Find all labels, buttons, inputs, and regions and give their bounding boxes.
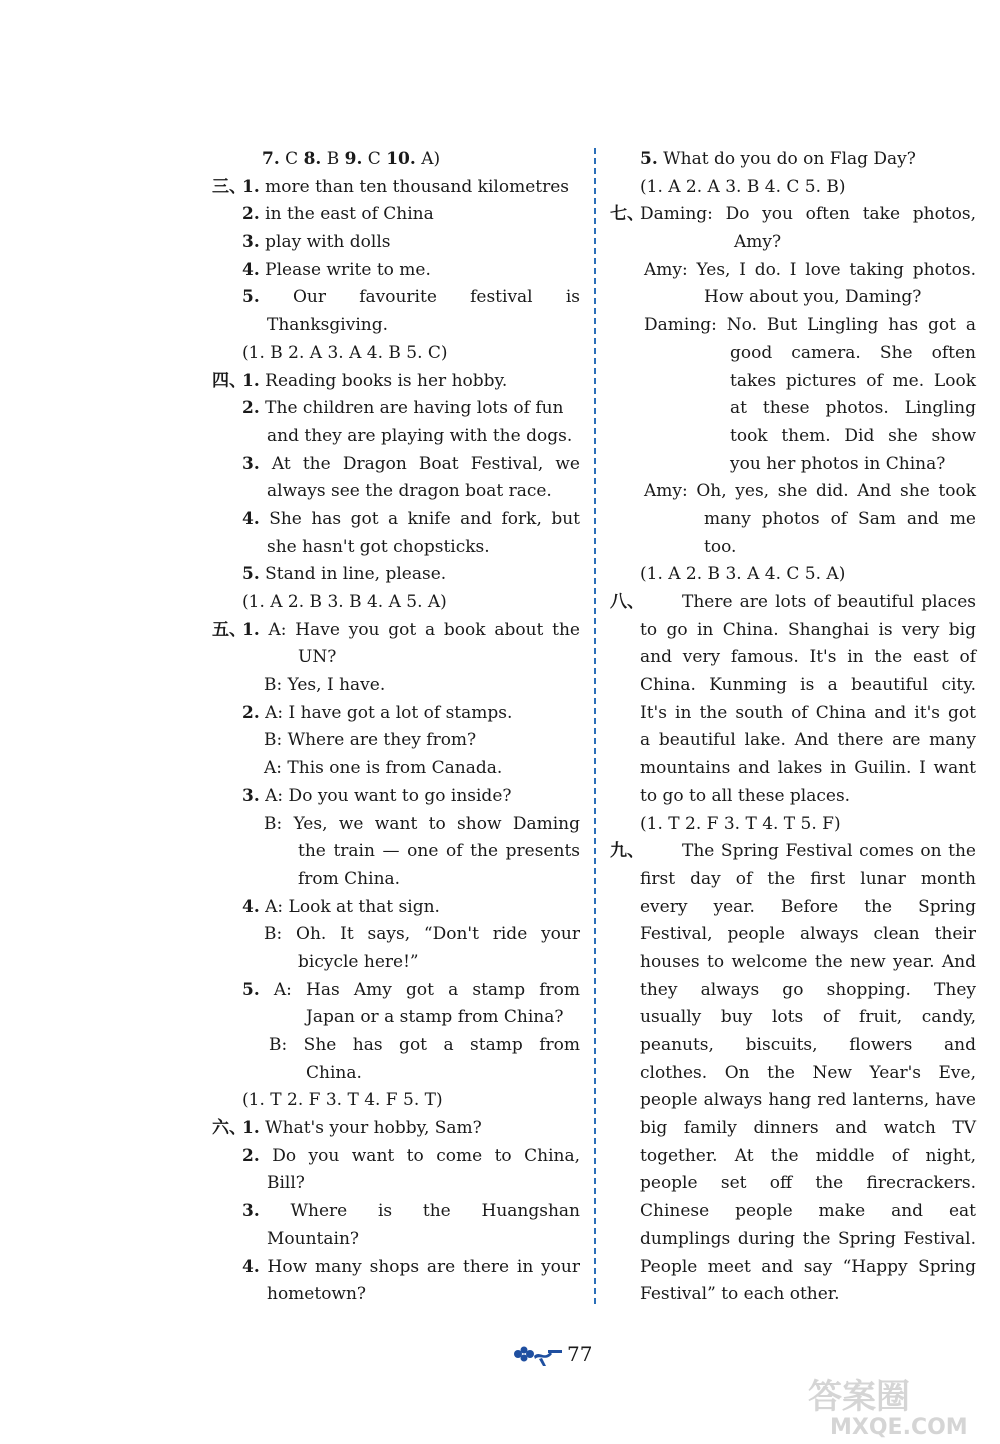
item-number: 2.	[242, 398, 260, 419]
line-text: Daming: Do you often take photos,	[640, 204, 976, 225]
line-text: Stand in line, please.	[259, 564, 447, 585]
line-text: A: Has Amy got a stamp from	[259, 979, 580, 1000]
text-line	[212, 894, 580, 922]
text-line	[610, 921, 976, 949]
text-line	[610, 284, 976, 312]
text-line	[212, 312, 580, 340]
line-text: they always go shopping. They	[640, 979, 976, 1000]
line-text: at these photos. Lingling	[730, 398, 976, 419]
line-text: People meet and say “Happy Spring	[640, 1256, 976, 1277]
text-line	[212, 1032, 580, 1060]
item-number: 5.	[242, 287, 260, 308]
text-line	[212, 727, 580, 755]
line-text: Amy: Oh, yes, she did. And she took	[644, 481, 976, 502]
line-text: A: Have you got a book about the	[259, 619, 580, 640]
item-number: 4.	[242, 896, 260, 917]
text-line	[610, 1143, 976, 1171]
line-text: B	[321, 149, 345, 169]
item-number: 5.	[242, 564, 260, 585]
line-text: Our favourite festival is	[259, 287, 580, 308]
line-text: many photos of Sam and me	[704, 508, 976, 529]
line-text: China. Kunming is a beautiful city.	[640, 675, 976, 696]
text-line	[212, 921, 580, 949]
line-text: A: I have got a lot of stamps.	[259, 702, 513, 723]
line-text: people set off the firecrackers.	[640, 1173, 976, 1194]
text-line	[212, 1087, 580, 1115]
line-text: A: Do you want to go inside?	[259, 785, 512, 806]
column-divider	[594, 148, 596, 1304]
line-text: too.	[704, 536, 737, 557]
section-marker: 六、	[212, 1118, 246, 1139]
line-text: (1. A 2. B 3. B 4. A 5. A)	[242, 592, 447, 612]
line-text: a beautiful lake. And there are many	[640, 730, 976, 751]
text-line	[212, 423, 580, 451]
line-text: B: Where are they from?	[264, 730, 477, 751]
line-text: Where is the Huangshan	[259, 1201, 580, 1222]
text-line	[610, 977, 976, 1005]
line-text: takes pictures of me. Look	[730, 370, 976, 391]
text-line	[212, 1198, 580, 1226]
page-number: 77	[567, 1342, 593, 1366]
line-text: Please write to me.	[259, 259, 431, 280]
text-line	[610, 395, 976, 423]
text-line	[610, 1004, 976, 1032]
line-text: UN?	[298, 647, 337, 668]
line-text: more than ten thousand kilometres	[259, 176, 570, 197]
text-line	[212, 589, 580, 617]
line-text: B: Yes, we want to show Daming	[264, 813, 580, 834]
line-text: (1. B 2. A 3. A 4. B 5. C)	[242, 342, 448, 363]
text-line	[212, 201, 580, 229]
item-number: 8.	[303, 149, 322, 169]
text-line	[610, 229, 976, 257]
text-line	[610, 1087, 976, 1115]
line-text: together. At the middle of night,	[640, 1145, 976, 1166]
text-line	[212, 1004, 580, 1032]
line-text: Daming: No. But Lingling has got a	[644, 315, 976, 336]
text-line	[212, 617, 580, 645]
line-text: C	[279, 149, 304, 169]
text-line	[212, 1226, 580, 1254]
item-number: 1.	[242, 370, 260, 391]
line-text: A)	[415, 149, 441, 169]
line-text: always see the dragon boat race.	[267, 481, 552, 502]
line-text: you her photos in China?	[730, 453, 946, 474]
text-line	[610, 1254, 976, 1282]
section-marker: 九、	[610, 841, 644, 862]
line-text: Mountain?	[267, 1228, 360, 1249]
line-text: It's in the south of China and it's got	[640, 702, 976, 723]
text-line	[212, 838, 580, 866]
line-text: good camera. She often	[730, 342, 976, 363]
text-line	[610, 1032, 976, 1060]
line-text: clothes. On the New Year's Eve,	[640, 1062, 976, 1083]
text-line	[610, 949, 976, 977]
text-line	[212, 146, 580, 174]
line-text: Festival” to each other.	[640, 1284, 840, 1305]
line-text: usually buy lots of fruit, candy,	[640, 1007, 976, 1028]
text-line	[610, 506, 976, 534]
line-text: mountains and lakes in Guilin. I want	[640, 758, 976, 779]
text-line	[610, 201, 976, 229]
line-text: What do you do on Flag Day?	[657, 149, 916, 169]
text-line	[610, 783, 976, 811]
line-text: A: This one is from Canada.	[264, 758, 503, 779]
item-number: 2.	[242, 204, 260, 225]
item-number: 1.	[242, 176, 260, 197]
line-text: Reading books is her hobby.	[259, 370, 508, 391]
text-line	[610, 534, 976, 562]
text-line	[610, 368, 976, 396]
text-line	[610, 1115, 976, 1143]
text-line	[212, 257, 580, 285]
text-line	[212, 1143, 580, 1171]
section-marker: 七、	[610, 204, 644, 225]
flower-ornament-icon	[508, 1344, 564, 1368]
line-text: B: She has got a stamp from	[269, 1035, 580, 1055]
line-text: took them. Did she show	[730, 425, 976, 446]
line-text: Do you want to come to China,	[259, 1145, 580, 1166]
text-line	[610, 700, 976, 728]
item-number: 4.	[242, 508, 260, 529]
line-text: How about you, Daming?	[704, 287, 922, 308]
text-line	[212, 368, 580, 396]
text-line	[610, 672, 976, 700]
line-text: Japan or a stamp from China?	[306, 1007, 564, 1028]
watermark-logo	[800, 1370, 995, 1440]
text-line	[212, 977, 580, 1005]
text-line	[212, 700, 580, 728]
item-number: 1.	[242, 619, 260, 640]
text-line	[610, 644, 976, 672]
text-line	[610, 1281, 976, 1309]
item-number: 3.	[242, 1201, 260, 1222]
line-text: the train — one of the presents	[298, 841, 580, 862]
text-line	[212, 340, 580, 368]
line-text: every year. Before the Spring	[640, 896, 976, 917]
line-text: peanuts, biscuits, flowers and	[640, 1035, 976, 1055]
item-number: 7.	[262, 149, 280, 169]
text-line	[610, 146, 976, 174]
text-line	[610, 478, 976, 506]
item-number: 3.	[242, 453, 260, 474]
text-line	[610, 589, 976, 617]
text-line	[610, 312, 976, 340]
line-text: Chinese people make and eat	[640, 1201, 976, 1222]
text-line	[610, 727, 976, 755]
line-text: At the Dragon Boat Festival, we	[259, 453, 580, 474]
line-text: Thanksgiving.	[267, 315, 388, 336]
item-number: 1.	[242, 1118, 260, 1139]
line-text: What's your hobby, Sam?	[259, 1118, 482, 1139]
item-number: 2.	[242, 1145, 260, 1166]
text-line	[610, 811, 976, 839]
line-text: She has got a knife and fork, but	[259, 508, 580, 529]
text-line	[610, 451, 976, 479]
section-marker: 八、	[610, 592, 644, 612]
text-line	[212, 174, 580, 202]
line-text: people always hang red lanterns, have	[640, 1090, 976, 1111]
line-text: Festival, people always clean their	[640, 924, 976, 945]
line-text: The Spring Festival comes on the	[682, 841, 976, 862]
text-line	[212, 949, 580, 977]
item-number: 3.	[242, 785, 260, 806]
line-text: A: Look at that sign.	[259, 896, 440, 917]
line-text: from China.	[298, 868, 401, 889]
section-marker: 三、	[212, 176, 246, 197]
line-text: first day of the first lunar month	[640, 868, 976, 889]
text-line	[212, 534, 580, 562]
text-line	[610, 1198, 976, 1226]
line-text: Amy?	[734, 232, 782, 253]
line-text: (1. T 2. F 3. T 4. T 5. F)	[640, 813, 841, 834]
text-line	[212, 451, 580, 479]
text-line	[212, 672, 580, 700]
text-line	[212, 1281, 580, 1309]
line-text: Amy: Yes, I do. I love taking photos.	[644, 259, 976, 280]
text-line	[610, 1060, 976, 1088]
item-number: 5.	[640, 149, 658, 169]
line-text: C	[362, 149, 387, 169]
line-text: to go to all these places.	[640, 785, 851, 806]
line-text: China.	[306, 1062, 362, 1083]
section-marker: 四、	[212, 370, 246, 391]
line-text: and they are playing with the dogs.	[267, 425, 573, 446]
item-number: 3.	[242, 232, 260, 253]
line-text: B: Oh. It says, “Don't ride your	[264, 924, 580, 945]
line-text: to go in China. Shanghai is very big	[640, 619, 976, 640]
text-line	[212, 506, 580, 534]
text-line	[610, 1226, 976, 1254]
text-line	[610, 866, 976, 894]
line-text: play with dolls	[259, 232, 391, 253]
line-text: Bill?	[267, 1173, 305, 1194]
item-number: 5.	[242, 979, 260, 1000]
text-line	[610, 894, 976, 922]
text-line	[212, 1060, 580, 1088]
text-line	[212, 284, 580, 312]
line-text: (1. T 2. F 3. T 4. F 5. T)	[242, 1090, 443, 1111]
watermark-text-top: 答案圈	[808, 1377, 910, 1417]
text-line	[610, 838, 976, 866]
text-line	[610, 340, 976, 368]
line-text: (1. A 2. A 3. B 4. C 5. B)	[640, 176, 846, 197]
item-number: 4.	[242, 1256, 260, 1277]
text-line	[212, 1170, 580, 1198]
text-line	[212, 1115, 580, 1143]
line-text: (1. A 2. B 3. A 4. C 5. A)	[640, 564, 846, 585]
line-text: How many shops are there in your	[259, 1256, 580, 1277]
text-line	[212, 229, 580, 257]
text-line	[212, 644, 580, 672]
watermark-text-bottom: MXQE.COM	[830, 1415, 968, 1440]
text-line	[212, 783, 580, 811]
line-text: she hasn't got chopsticks.	[267, 536, 490, 557]
section-marker: 五、	[212, 619, 246, 640]
text-line	[212, 561, 580, 589]
text-line	[610, 423, 976, 451]
item-number: 9.	[344, 149, 363, 169]
text-line	[610, 257, 976, 285]
line-text: and very famous. It's in the east of	[640, 647, 976, 668]
text-line	[610, 617, 976, 645]
text-line	[610, 561, 976, 589]
text-line	[212, 811, 580, 839]
text-line	[610, 755, 976, 783]
text-line	[610, 174, 976, 202]
line-text: houses to welcome the new year. And	[640, 951, 976, 972]
line-text: The children are having lots of fun	[259, 398, 564, 419]
right-column	[610, 146, 976, 1309]
item-number: 4.	[242, 259, 260, 280]
line-text: in the east of China	[259, 204, 434, 225]
line-text: hometown?	[267, 1284, 367, 1305]
text-line	[610, 1170, 976, 1198]
line-text: B: Yes, I have.	[264, 675, 386, 696]
line-text: big family dinners and watch TV	[640, 1118, 976, 1139]
item-number: 10.	[386, 149, 416, 169]
item-number: 2.	[242, 702, 260, 723]
left-column	[212, 146, 580, 1309]
text-line	[212, 755, 580, 783]
text-line	[212, 395, 580, 423]
text-line	[212, 866, 580, 894]
text-line	[212, 1254, 580, 1282]
line-text: There are lots of beautiful places	[682, 592, 976, 612]
line-text: bicycle here!”	[298, 951, 419, 972]
line-text: dumplings during the Spring Festival.	[640, 1228, 976, 1249]
text-line	[212, 478, 580, 506]
